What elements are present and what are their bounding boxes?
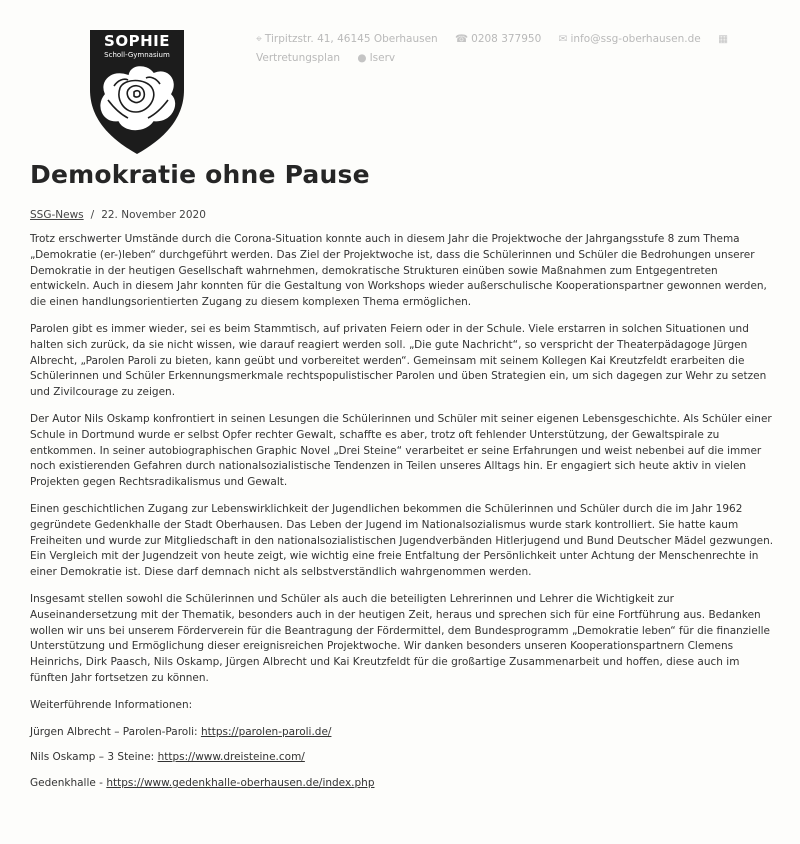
address-link[interactable] bbox=[256, 30, 438, 49]
parolen-paroli-link[interactable]: https://parolen-paroli.de/ bbox=[200, 725, 332, 738]
email-text: info@ssg-oberhausen.de bbox=[570, 33, 701, 45]
paragraph: Einen geschichtlichen Zugang zur Lebenswirklichkeit der Jugendlichen bekommen die Schülerinnen und Schüler durch die im Jahr 1962 gegründete Gedenkhalle der Stadt Oberhausen. Das Leben der Jugend im Nationalsozialismus wurde stark kontrolliert. Sie hatte kaum Freiheiten und wurde zur Mitgliedschaft in den nationalsozialistischen Jugendverbänden Hitlerjugend und Bund Deutscher Mädel gezwungen. Ein Vergleich mit der Jugendzeit von heute zeigt, wie wichtig eine freie Entfaltung der Persönlichkeit unter Achtung der Menschenrechte in einer Demokratie ist. Diese darf demnach nicht als selbstverständlich wahrgenommen werden. bbox=[30, 502, 774, 579]
paragraph: Trotz erschwerter Umstände durch die Corona-Situation konnte auch in diesem Jahr die Projektwoche der Jahrgangsstufe 8 zum Thema „Demokratie (er-)leben“ durchgeführt werden. Das Ziel der Projektwoche ist, dass die Schülerinnen und Schüler die Bedrohungen unserer Demokratie in der heutigen Gesellschaft wahrnehmen, demokratische Strukturen einüben sowie Maßnahmen zum Entgegentreten entwickeln. Auch in diesem Jahr konnten für die Gestaltung von Workshops wieder außerschulische Kooperationspartner gewonnen werden, die einen handlungsorientierten Zugang zu diesem komplexen Thema ermöglichen. bbox=[30, 233, 767, 309]
logo-title: SOPHIE bbox=[104, 32, 170, 50]
article-meta bbox=[30, 209, 206, 221]
email-link[interactable] bbox=[559, 30, 701, 49]
paragraph: Parolen gibt es immer wieder, sei es beim Stammtisch, auf privaten Feiern oder in der Schule. Viele erstarren in solchen Situationen und halten sich zurück, da sie nicht wissen, wie darauf reagiert werden soll. „Die gute Nachricht“, so verspricht der Theaterpädagoge Jürgen Albrecht, „Parolen Paroli zu bieten, kann geübt und vorbereitet werden“. Gemeinsam mit seinem Kollegen Kai Kreutzfeldt erarbeiten die Schülerinnen und Schüler Erkennungsmerkmale rechtspopulistischer Parolen und üben Strategien ein, um sich dagegen zur Wehr zu setzen und Zivilcourage zu zeigen. bbox=[30, 322, 767, 399]
paragraph: Der Autor Nils Oskamp konfrontiert in seinen Lesungen die Schülerinnen und Schüler mit seiner eigenen Lebensgeschichte. Als Schüler einer Schule in Dortmund wurde er selbst Opfer rechter Gewalt, schaffte es aber, trotz oft fehlender Unterstützung, der Gewaltspirale zu entkommen. In seiner autobiographischen Graphic Novel „Drei Steine“ verarbeitet er seine Erfahrungen und weist nebenbei auf die immer noch existierenden Gefahren durch nationalsozialistische Tendenzen in Teilen unseres Alltags hin. Er engagiert sich heute aktiv in vielen Projekten gegen Rechtsradikalismus und Gewalt. bbox=[30, 412, 772, 489]
page-title: Demokratie ohne Pause bbox=[30, 160, 370, 189]
meta-separator: / bbox=[90, 209, 95, 221]
article-date: 22. November 2020 bbox=[101, 209, 206, 221]
iserv-link[interactable] bbox=[357, 49, 395, 68]
contact-bar bbox=[256, 30, 776, 68]
vertretungsplan-text: Vertretungsplan bbox=[256, 52, 341, 64]
iserv-text: Iserv bbox=[369, 52, 396, 64]
phone-icon: ☎ bbox=[455, 33, 469, 45]
school-logo[interactable] bbox=[84, 28, 190, 156]
envelope-icon: ✉ bbox=[558, 33, 568, 45]
link-label: Gedenkhalle - bbox=[30, 777, 107, 790]
chat-bubble-icon: ● bbox=[357, 52, 367, 64]
article-body bbox=[30, 232, 775, 802]
dreisteine-link[interactable]: https://www.dreisteine.com/ bbox=[157, 751, 305, 764]
further-info-heading: Weiterführende Informationen: bbox=[30, 698, 193, 711]
link-line-gedenkhalle bbox=[30, 776, 775, 792]
category-link[interactable]: SSG-News bbox=[30, 209, 84, 221]
calendar-link[interactable] bbox=[718, 30, 731, 49]
vertretungsplan-link[interactable] bbox=[256, 49, 340, 68]
map-pin-icon: ⌖ bbox=[256, 33, 262, 45]
logo-subtitle: Scholl-Gymnasium bbox=[104, 51, 170, 59]
phone-text: 0208 377950 bbox=[471, 33, 542, 45]
calendar-icon: ▦ bbox=[718, 33, 728, 45]
address-text: Tirpitzstr. 41, 46145 Oberhausen bbox=[264, 33, 438, 45]
link-label: Jürgen Albrecht – Parolen-Paroli: bbox=[30, 725, 201, 738]
link-line-dreisteine bbox=[30, 750, 775, 766]
paragraph: Insgesamt stellen sowohl die Schülerinnen und Schüler als auch die beteiligten Lehrerinnen und Lehrer die Wichtigkeit zur Auseinandersetzung mit der Thematik, besonders auch in der heutigen Zeit, heraus und sprechen sich für eine Fortführung aus. Bedanken wollen wir uns bei unserem Förderverein für die Beantragung der Fördermittel, dem Bundesprogramm „Demokratie leben“ für die finanzielle Unterstützung und Ermöglichung dieser ereignisreichen Projektwoche. Wir danken besonders unseren Kooperationspartnern Clemens Heinrichs, Dirk Paasch, Nils Oskamp, Jürgen Albrecht und Kai Kreutzfeldt für die großartige Zusammenarbeit und hoffen, diese auch im fünften Jahr fortsetzen zu können. bbox=[30, 592, 770, 684]
link-label: Nils Oskamp – 3 Steine: bbox=[30, 751, 158, 764]
gedenkhalle-link[interactable]: https://www.gedenkhalle-oberhausen.de/index.php bbox=[106, 777, 375, 790]
link-line-parolen bbox=[30, 725, 775, 741]
phone-link[interactable] bbox=[455, 30, 541, 49]
